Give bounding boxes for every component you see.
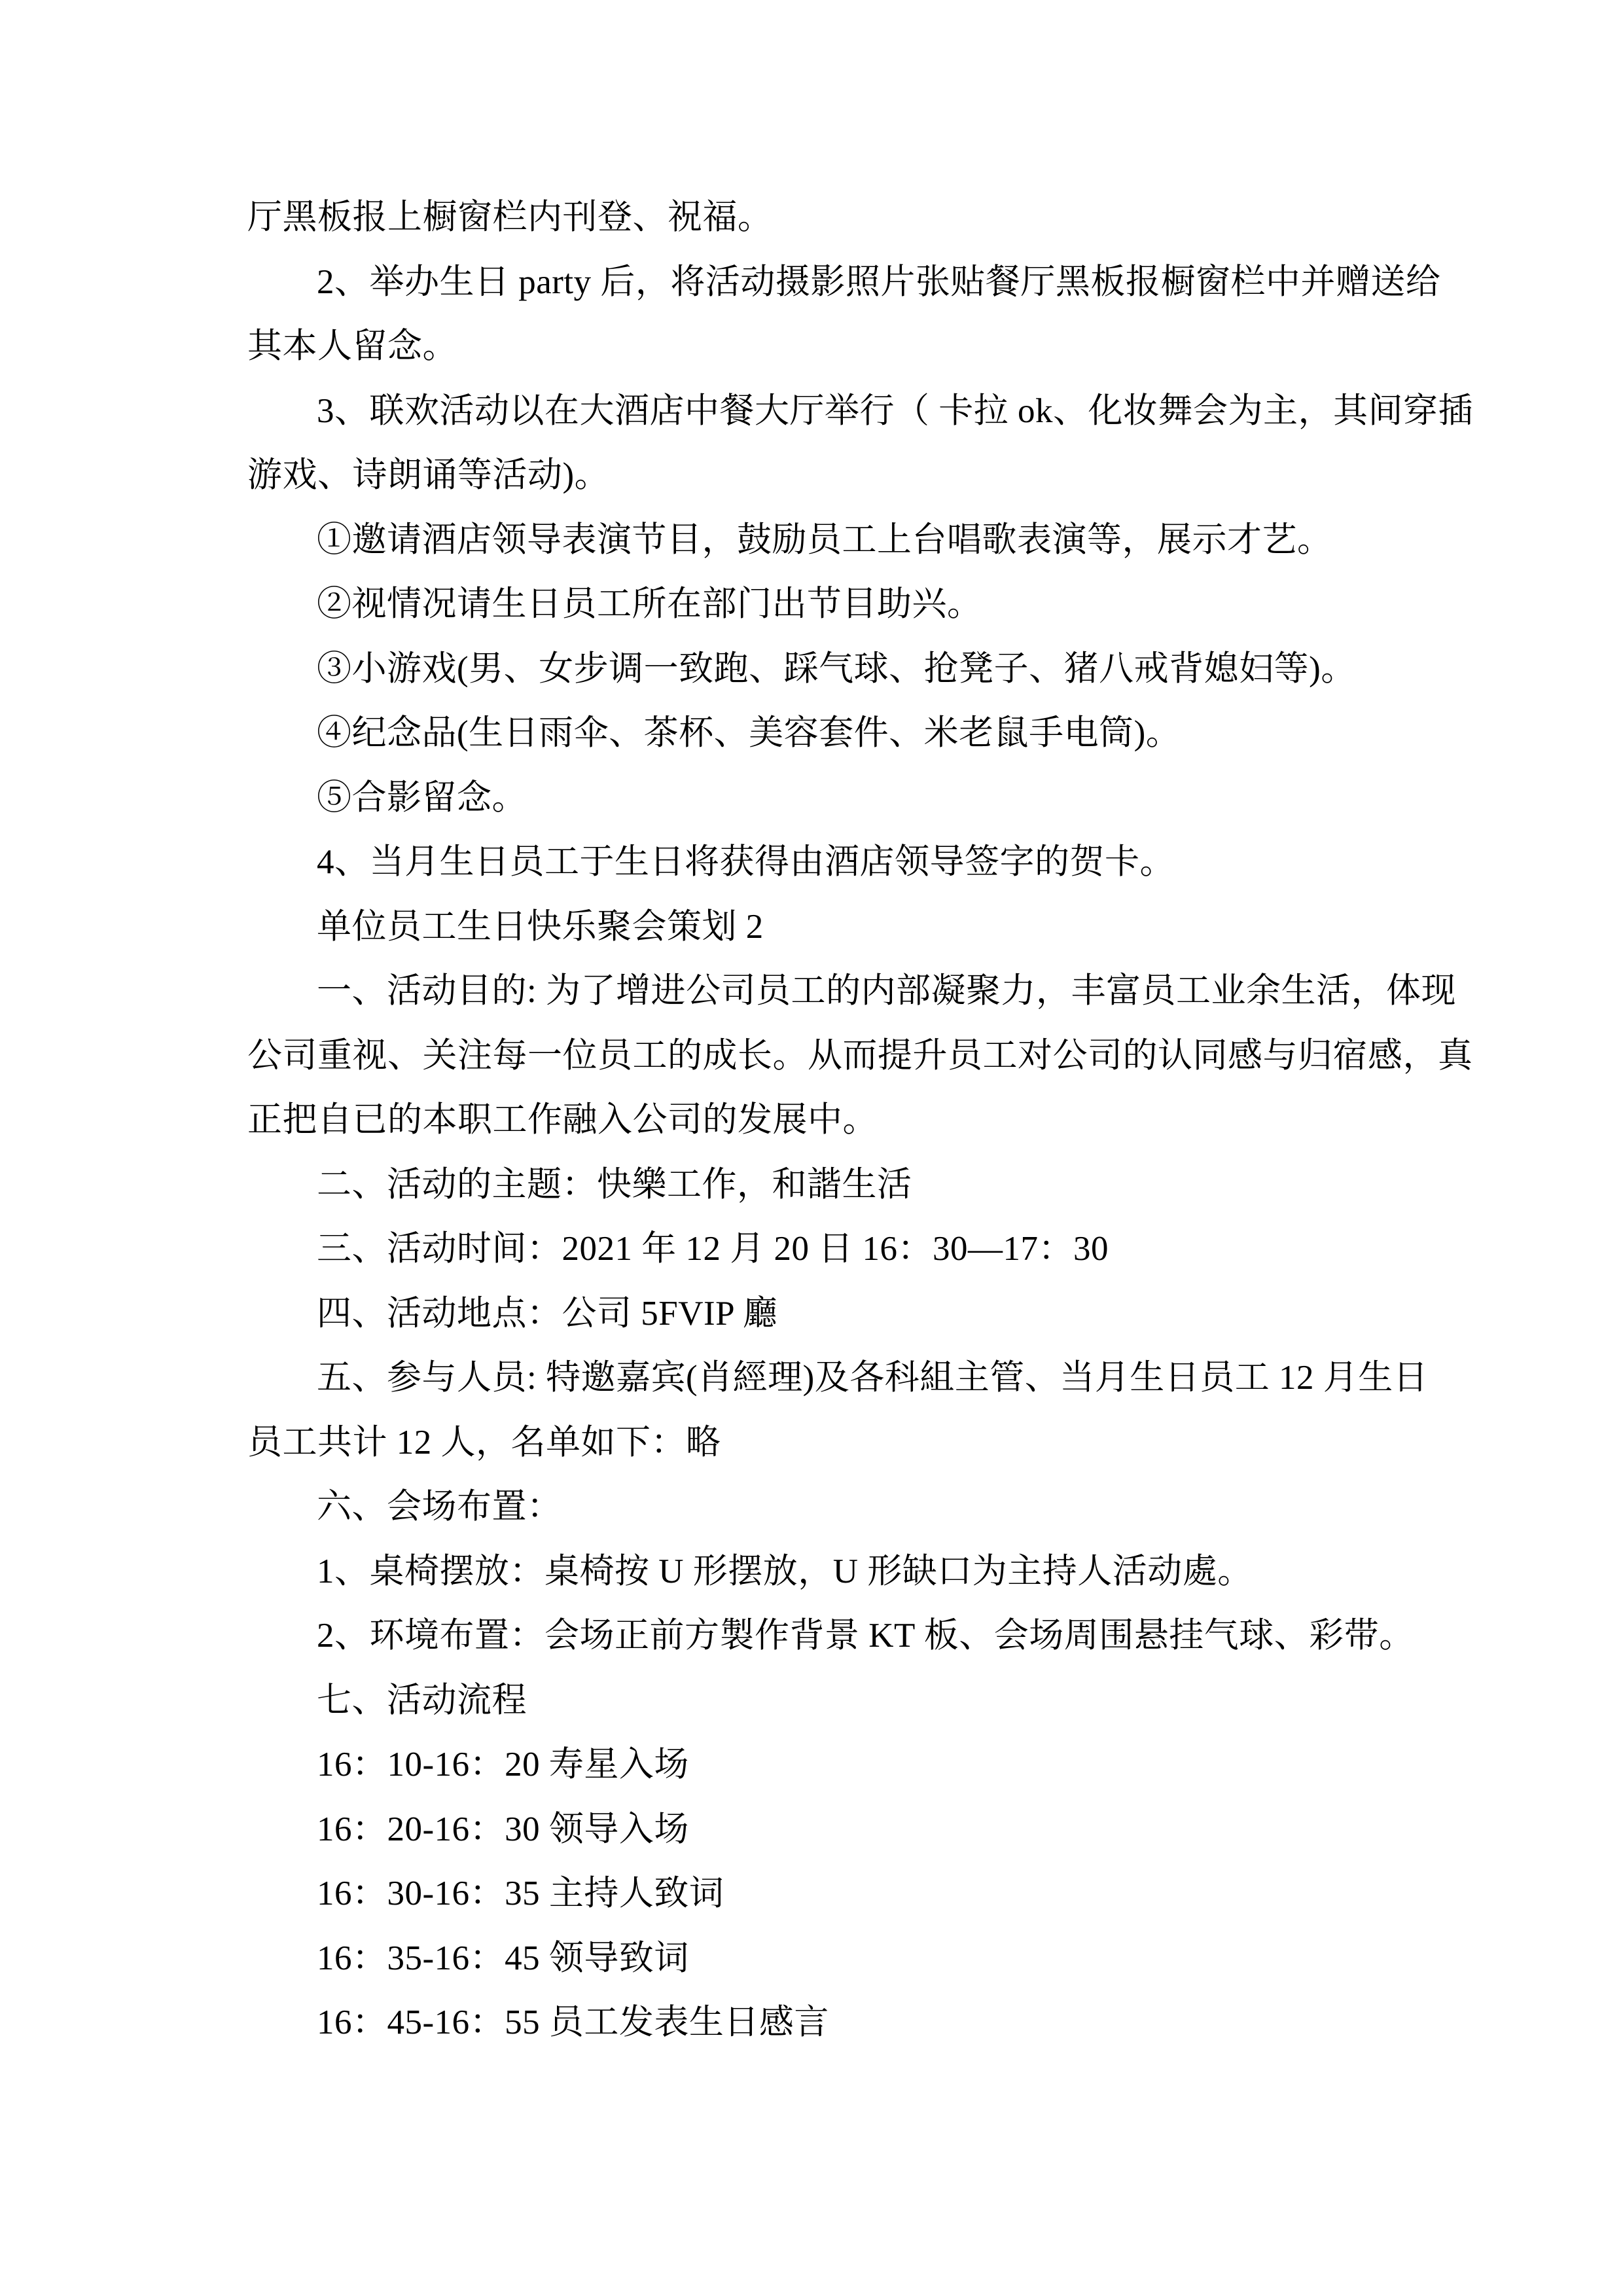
text-line: 其本人留念。 <box>247 327 457 365</box>
text-line: 正把自已的本职工作融入公司的发展中。 <box>247 1101 878 1139</box>
text-line: 三、活动时间：2021 年 12 月 20 日 16：30—17：30 <box>317 1230 1109 1268</box>
text-line: 五、参与人员: 特邀嘉宾(肖經理)及各科組主管、当月生日员工 12 月生日 <box>317 1359 1429 1397</box>
text-line: 16：10-16：20 寿星入场 <box>317 1746 689 1784</box>
text-line: 单位员工生日快乐聚会策划 2 <box>317 907 764 946</box>
text-line: 二、活动的主题：快樂工作，和諧生活 <box>317 1165 912 1204</box>
text-line: 2、举办生日 party 后，将活动摄影照片张贴餐厅黑板报橱窗栏中并赠送给 <box>317 262 1441 301</box>
text-line: 厅黑板报上橱窗栏内刊登、祝福。 <box>247 198 773 236</box>
text-line: 员工共计 12 人，名单如下：略 <box>247 1423 721 1462</box>
text-line: 六、会场布置： <box>317 1488 562 1526</box>
text-line: 16：45-16：55 员工发表生日感言 <box>317 2003 829 2041</box>
text-line: ②视情况请生日员工所在部门出节目助兴。 <box>317 585 982 623</box>
text-line: 2、环境布置：会场正前方製作背景 KT 板、会场周围悬挂气球、彩带。 <box>317 1617 1414 1655</box>
text-line: ⑤合影留念。 <box>317 778 527 817</box>
text-line: 3、联欢活动以在大酒店中餐大厅举行（ 卡拉 ok、化妆舞会为主，其间穿插 <box>317 391 1473 430</box>
text-line: 4、当月生日员工于生日将获得由酒店领导签字的贺卡。 <box>317 843 1175 881</box>
text-line: 游戏、诗朗诵等活动)。 <box>247 456 610 494</box>
text-line: 16：20-16：30 领导入场 <box>317 1810 689 1848</box>
text-line: ①邀请酒店领导表演节目，鼓励员工上台唱歌表演等，展示才艺。 <box>317 520 1332 559</box>
text-line: 四、活动地点：公司 5FVIP 廳 <box>317 1294 778 1333</box>
text-line: ④纪念品(生日雨伞、茶杯、美容套件、米老鼠手电筒)。 <box>317 714 1181 752</box>
text-line: 16：35-16：45 领导致词 <box>317 1939 689 1977</box>
text-line: 1、桌椅摆放：桌椅按 U 形摆放，U 形缺口为主持人活动處。 <box>317 1552 1253 1590</box>
document-body <box>247 185 1473 2055</box>
text-line: 一、活动目的: 为了增进公司员工的内部凝聚力，丰富员工业余生活，体现 <box>317 972 1456 1010</box>
text-line: 16：30-16：35 主持人致词 <box>317 1874 724 1912</box>
text-line: 七、活动流程 <box>317 1681 527 1719</box>
text-line: 公司重视、关注每一位员工的成长。从而提升员工对公司的认同感与归宿感，真 <box>247 1036 1473 1075</box>
text-line: ③小游戏(男、女步调一致跑、踩气球、抢凳子、猪八戒背媳妇等)。 <box>317 649 1356 688</box>
